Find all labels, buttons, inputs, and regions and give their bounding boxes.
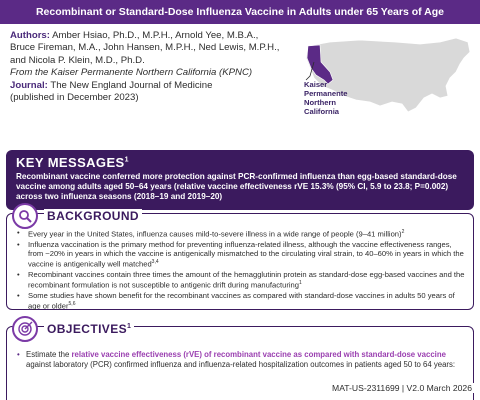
map-label-line: California [304,107,340,116]
map-label-line: Permanente [304,89,348,98]
background-title: BACKGROUND [44,209,142,223]
objectives-list [26,350,466,369]
background-list [26,228,466,312]
objectives-ref: 1 [127,323,132,330]
affiliation: From the Kaiser Permanente Northern California (KPNC) [10,67,253,79]
journal-line [10,80,310,92]
map-label [304,80,384,116]
footer-code: MAT-US-2311699 | V2.0 March 2026 [332,383,472,393]
key-messages-box [6,150,474,210]
authors-line-1 [10,30,310,42]
list-item: • Recombinant vaccines contain three times the amount of the hemagglutinin protein as standard-dose egg-based vaccines and the recombinant formulation is not susceptible to antigenic drift during manufacturing$^1$ [26,270,466,290]
key-messages-title-text: KEY MESSAGES [16,155,125,170]
page-title-bar [0,0,480,24]
authors-text-1: Amber Hsiao, Ph.D., M.P.H., Arnold Yee, M.B.A., [52,30,259,41]
journal-label: Journal: [10,79,48,91]
map-label-line: Kaiser [304,80,328,89]
authors-label: Authors: [10,30,50,41]
authors-line-2: Bruce Fireman, M.A., John Hansen, M.P.H., Ned Lewis, M.P.H., [10,42,280,54]
target-icon [12,316,38,342]
search-icon [12,203,38,229]
key-messages-text: Recombinant vaccine conferred more protection against PCR-confirmed influenza than egg-based standard-dose vaccine among adults aged 50–64 years (relative vaccine effectiveness rVE 15.3% (95% CI, 5.9 to 23.8; P=0.002) across two influenza seasons (2018–19 and 2019–20) [16,172,457,202]
list-item: • Some studies have shown benefit for the recombinant vaccines as compared with standard-dose vaccines in adults 50 years of age or older$^{5,6}$ [26,291,466,311]
objective-highlight: relative vaccine effectiveness (rVE) of recombinant vaccine as compared with standard-dose vaccine [71,350,446,359]
study-info [10,30,310,104]
objectives-title-text: OBJECTIVES [47,322,128,336]
journal-name: The New England Journal of Medicine [50,79,213,91]
key-messages-title [16,155,464,170]
published-date: (published in December 2023) [10,92,139,104]
authors-line-3: and Nicola P. Klein, M.D., Ph.D. [10,54,145,66]
map-label-line: Northern [304,98,337,107]
list-item: • Every year in the United States, influenza causes mild-to-severe illness in a wide range of people (9–41 million)$^2$ [26,228,466,239]
list-item: • Influenza vaccination is the primary method for preventing influenza-related illness, although the vaccine effectiveness ranges, from ~20% in years in which the vaccine is antigenically mismatched to the circulating viral strain, to 40–60% in years in which the vaccine is antigenically well matched$^{3,4}$ [26,240,466,269]
key-messages-ref: 1 [124,156,129,164]
objectives-title [44,322,134,336]
page-title: Recombinant or Standard-Dose Influenza Vaccine in Adults under 65 Years of Age [35,6,445,18]
list-item: • Estimate the relative vaccine effectiveness (rVE) of recombinant vaccine as compared with standard-dose vaccine against laboratory (PCR) confirmed influenza and influenza-related hospitalization outcomes in patients aged 50 to 64 years: [26,350,466,369]
